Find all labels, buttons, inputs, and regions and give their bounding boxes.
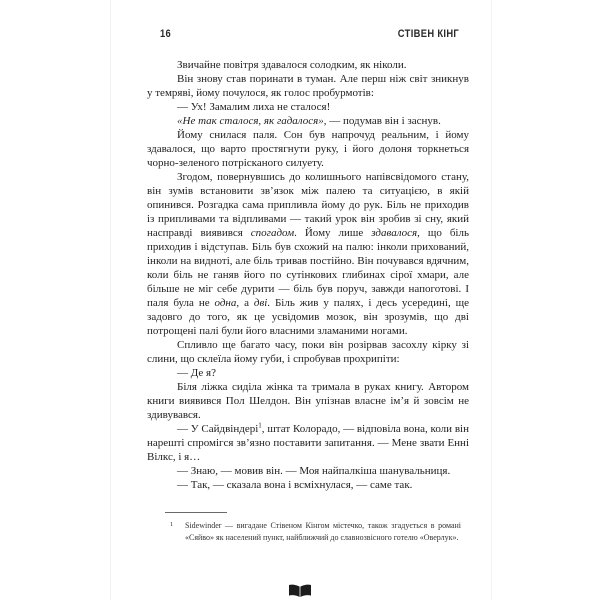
text-run: . Йому лише (294, 227, 372, 239)
text-run: Він знову став поринати в туман. Але перш ніж світ зникнув у темряві, йому почулося, як голос пробурмотів: (147, 73, 469, 99)
text-run: Біля ліжка сиділа жінка та тримала в руках книгу. Автором книги виявився Пол Шелдон. Він упізнав власне ім’я й зовсім не здивувався. (147, 381, 469, 421)
footnote-block (147, 512, 469, 544)
text-run: , а (236, 297, 254, 309)
paragraph (147, 478, 469, 492)
paragraph (147, 72, 469, 100)
text-run: — Так, — сказала вона і всміхнулася, — саме так. (177, 479, 413, 491)
paragraph (147, 338, 469, 366)
paragraph (147, 58, 469, 72)
footnote-separator-rule (165, 512, 227, 513)
text-run: — Знаю, — мовив він. — Моя найпалкіша шанувальниця. (177, 465, 451, 477)
paragraph (147, 114, 469, 128)
footnote-text-wrap (170, 520, 461, 544)
text-run: , штат Колорадо, — відповіла вона, коли він нарешті спромігся зв’язно поставити запитання. — Мене звати Енні Вілкс, і я… (147, 423, 469, 463)
text-run: . Біль жив у палях, і десь усередині, ще задовго до того, як це усвідомив мозок, він зрозумів, що дві потрощені палі були його власними зламаними ногами. (147, 297, 469, 337)
text-run: , — подумав він і заснув. (323, 115, 441, 127)
text-run: Спливло ще багато часу, поки він розірвав засохлу кірку зі слини, що склеїла йому губи, і спробував прохрипіти: (147, 339, 469, 365)
running-title-author: СТІВЕН КІНГ (397, 28, 459, 40)
italic-phrase: одна (214, 297, 237, 309)
italic-phrase: дві (253, 297, 268, 309)
text-run: , що біль приходив і відступав. Біль був схожий на палю: інколи прихований, інколи на видноті, але біль тривав постійно. Він почувався вдячним, коли біль не ганяв його по сутінкових глибинах сірої хмари, але більше не міг себе дурити — біль був поруч, завжди напоготові. І паля була не (147, 227, 469, 309)
paragraph (147, 380, 469, 422)
paragraph (147, 170, 469, 338)
footnote-reference: 1 (258, 421, 262, 430)
text-run: — Ух! Замалим лиха не сталося! (177, 101, 331, 113)
paragraph (147, 422, 469, 464)
text-run: Згодом, повернувшись до колишнього напівсвідомого стану, він зумів встановити зв’язок між палею та ситуацією, в якій опинився. Розгадка сама припливла йому до рук. Біль не приходив із припливами та відпливами — такий урок він зробив зі сну, який насправді виявився (147, 171, 469, 239)
text-run: Звичайне повітря здавалося солодким, як ніколи. (177, 59, 407, 71)
running-header (160, 28, 459, 40)
book-body-text (147, 58, 469, 492)
italic-phrase: спогадом (250, 227, 295, 239)
italic-phrase: здавалося (371, 227, 418, 239)
open-book-logo-icon[interactable] (288, 584, 312, 598)
text-run: — Де я? (177, 367, 216, 379)
text-run: — У Сайдвіндері (177, 423, 259, 435)
paragraph (147, 464, 469, 478)
paragraph (147, 366, 469, 380)
paragraph (147, 128, 469, 170)
text-run: Йому снилася паля. Сон був напрочуд реальним, і йому здавалося, що варто простягнути руку, і його долоня торкнеться чорно-зеленого потрісканого силуету. (147, 129, 469, 169)
italic-phrase: «Не так сталося, як гадалося» (177, 115, 324, 127)
page-number: 16 (160, 28, 172, 40)
open-book-logo-glyph (288, 584, 312, 598)
footnote-text: Sidewinder — вигадане Стівеном Кінгом містечко, також згадується в романі «Сяйво» як населений пункт, найближчий до славнозвісного готелю «Оверлук». (185, 521, 461, 542)
footnote-marker: 1 (170, 521, 174, 528)
paragraph (147, 100, 469, 114)
